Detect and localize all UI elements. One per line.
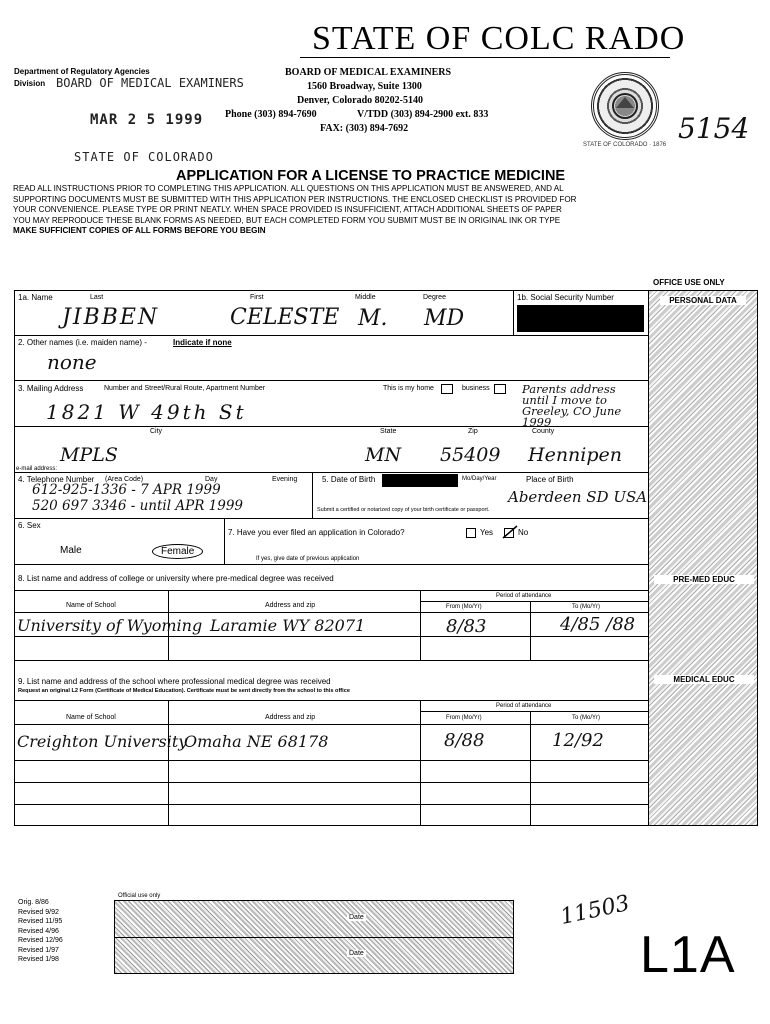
pob-value: Aberdeen SD USA: [508, 488, 648, 506]
side-label-medical: MEDICAL EDUC: [654, 675, 754, 684]
board-phone: Phone (303) 894-7690: [225, 109, 317, 120]
section8-address: Laramie WY 82071: [210, 616, 366, 635]
zip-value: 55409: [440, 444, 501, 466]
file-number: 5154: [678, 112, 750, 145]
section9-address: Omaha NE 68178: [184, 732, 329, 751]
hand-number: 11503: [558, 890, 632, 931]
city-value: MPLS: [60, 444, 118, 466]
yes-checkbox[interactable]: [466, 528, 476, 538]
section8-col-period: Period of attendance: [496, 593, 552, 599]
board-stamp: BOARD OF MEDICAL EXAMINERS: [56, 76, 244, 90]
other-names-label: 2. Other names (i.e. maiden name) -: [18, 338, 147, 347]
revision-item: Orig. 8/86: [18, 899, 49, 906]
section9-col-from: From (Mo/Yr): [446, 715, 482, 721]
seal-emblem-icon: [594, 75, 656, 137]
state-seal: [591, 72, 659, 140]
section9-col-period: Period of attendance: [496, 703, 552, 709]
official-use-rule: [114, 937, 514, 938]
no-label: No: [518, 528, 529, 537]
dept-line1: Department of Regulatory Agencies: [14, 67, 150, 76]
revision-item: Revised 9/92: [18, 908, 59, 916]
side-label-pre-med: PRE-MED EDUC: [654, 575, 754, 584]
ssn-label: 1b. Social Security Number: [517, 293, 614, 302]
row-divider: [14, 518, 648, 519]
instruction-line: YOUR CONVENIENCE. PLEASE TYPE OR PRINT NEATLY. WHEN SPACE PROVIDED IS INSUFFICIENT, ATTACH ADDITIONAL SHEETS OF PAPER: [13, 205, 562, 214]
degree-value: MD: [424, 306, 465, 331]
date-label-1: Date: [349, 914, 364, 921]
row-divider: [14, 700, 648, 701]
board-name: BOARD OF MEDICAL EXAMINERS: [285, 67, 452, 78]
col-divider: [530, 601, 531, 660]
board-fax: FAX: (303) 894-7692: [320, 123, 409, 134]
row-divider: [14, 472, 648, 473]
row-divider: [420, 711, 648, 712]
col-divider: [420, 700, 421, 826]
state-title: STATE OF COLC RADO: [312, 20, 686, 57]
name-label: 1a. Name: [18, 293, 53, 302]
other-names-hint: Indicate if none: [173, 338, 232, 347]
instruction-line: SUPPORTING DOCUMENTS MUST BE SUBMITTED WITH THIS APPLICATION PER INSTRUCTIONS. THE ENCLOSED CHECKLIST IS PROVIDED FOR: [13, 194, 577, 204]
board-tdd: V/TDD (303) 894-2900 ext. 833: [357, 109, 489, 120]
section8-to: 4/85 /88: [560, 614, 636, 635]
row-divider: [14, 612, 648, 613]
male-option[interactable]: Male: [60, 545, 82, 556]
section8-label: 8. List name and address of college or university where pre-medical degree was received: [18, 574, 334, 583]
dob-redacted: [382, 474, 458, 487]
row-divider: [14, 760, 648, 761]
dob-divider: [312, 472, 313, 518]
state-value: MN: [365, 444, 402, 466]
dob-label: 5. Date of Birth: [322, 475, 376, 484]
check-mark-icon: [502, 525, 518, 539]
county-value: Hennipen: [528, 444, 623, 466]
evening-label: Evening: [272, 476, 298, 483]
q7-label: 7. Have you ever filed an application in Colorado?: [228, 528, 405, 537]
ssn-divider: [513, 290, 514, 335]
section9-label: 9. List name and address of the school where professional medical degree was received: [18, 677, 331, 686]
ssn-redacted: [517, 305, 644, 332]
official-use-label: Official use only: [118, 893, 161, 899]
female-option[interactable]: Female: [152, 544, 203, 559]
business-checkbox[interactable]: [494, 384, 506, 394]
col-divider: [530, 711, 531, 826]
dob-format: Mo/Day/Year: [462, 476, 497, 482]
state-stamp: STATE OF COLORADO: [74, 150, 214, 164]
dob-note: Submit a certified or notarized copy of your birth certificate or passport.: [317, 507, 490, 513]
revision-list: [18, 898, 63, 965]
section8-school: University of Wyoming: [17, 616, 203, 635]
row-divider: [14, 724, 648, 725]
row-divider: [14, 636, 648, 637]
section8-from: 8/83: [446, 616, 487, 637]
side-label-personal: PERSONAL DATA: [660, 296, 746, 305]
date-label-2: Date: [349, 950, 364, 957]
section9-col-to: To (Mo/Yr): [572, 715, 601, 721]
zip-label: Zip: [468, 428, 478, 435]
sex-divider: [224, 518, 225, 564]
mailing-label: 3. Mailing Address: [18, 384, 84, 393]
col-divider: [168, 700, 169, 826]
sex-label: 6. Sex: [18, 521, 41, 530]
yes-label: Yes: [480, 528, 494, 537]
q7-note: If yes, give date of previous application: [256, 556, 360, 562]
first-label: First: [250, 294, 264, 301]
revision-item: Revised 1/97: [18, 946, 59, 954]
section9-sublabel: Request an original L2 Form (Certificate of Medical Education). Certificate must be sent directly from the school to this office: [18, 688, 350, 694]
state-label: State: [380, 428, 397, 435]
instruction-line: READ ALL INSTRUCTIONS PRIOR TO COMPLETING THIS APPLICATION. ALL QUESTIONS ON THIS APPLICATION MUST BE ANSWERED, AND AL: [13, 184, 564, 193]
middle-name-value: M.: [358, 306, 388, 331]
section9-school: Creighton University: [17, 732, 188, 751]
first-name-value: CELESTE: [230, 305, 340, 330]
row-divider: [14, 335, 648, 336]
revision-item: Revised 4/96: [18, 927, 59, 935]
last-label: Last: [90, 294, 104, 301]
seal-text: STATE OF COLORADO · 1876: [583, 142, 667, 148]
title-rule: [300, 57, 670, 58]
degree-label: Degree: [423, 294, 446, 301]
instruction-line: MAKE SUFFICIENT COPIES OF ALL FORMS BEFORE YOU BEGIN: [13, 226, 266, 235]
section9-col-school: Name of School: [66, 714, 116, 721]
pob-label: Place of Birth: [526, 475, 574, 484]
phone-value-2: 520 697 3346 - until APR 1999: [32, 498, 244, 514]
row-divider: [14, 590, 648, 591]
received-date-stamp: MAR 2 5 1999: [90, 112, 204, 128]
row-divider: [14, 782, 648, 783]
instructions: [13, 184, 758, 237]
county-label: County: [532, 428, 555, 435]
revision-item: Revised 1/98: [18, 956, 59, 963]
phone-value-1: 612-925-1336 - 7 APR 1999: [32, 482, 221, 498]
city-label: City: [150, 428, 163, 435]
street-label: Number and Street/Rural Route, Apartment Number: [104, 385, 266, 392]
section9-to: 12/92: [552, 730, 604, 751]
revision-item: Revised 12/96: [18, 937, 63, 944]
business-label: business: [462, 385, 490, 392]
email-label: e-mail address:: [16, 466, 58, 472]
row-divider: [14, 564, 648, 565]
section8-col-school: Name of School: [66, 602, 116, 609]
address-note-value: Parents address until I move to Greeley, CO June 1999: [522, 382, 622, 429]
board-address1: 1560 Broadway, Suite 1300: [307, 81, 422, 92]
section8-col-to: To (Mo/Yr): [572, 604, 601, 610]
section8-col-from: From (Mo/Yr): [446, 604, 482, 610]
section9-col-address: Address and zip: [265, 714, 316, 721]
row-divider: [14, 804, 648, 805]
home-checkbox[interactable]: [441, 384, 453, 394]
middle-label: Middle: [355, 294, 376, 301]
revision-item: Revised 11/95: [18, 918, 63, 925]
office-use-label: OFFICE USE ONLY: [653, 278, 725, 287]
day-label: Day: [205, 476, 218, 483]
form-code: L1A: [640, 926, 736, 984]
phone-label: 4. Telephone Number: [18, 475, 95, 484]
form-title: APPLICATION FOR A LICENSE TO PRACTICE MEDICINE: [176, 168, 566, 184]
area-code-label: (Area Code): [105, 476, 144, 483]
street-value: 1821 W 49th St: [46, 400, 247, 424]
row-divider: [420, 601, 648, 602]
row-divider: [14, 660, 648, 661]
dept-line2: Division: [14, 79, 46, 88]
row-divider: [14, 426, 648, 427]
instruction-line: YOU MAY REPRODUCE THESE BLANK FORMS AS NEEDED, BUT EACH COMPLETED FORM YOU SUBMIT MUST BE IN ORIGINAL INK OR TYPE: [13, 215, 561, 225]
section8-col-address: Address and zip: [265, 602, 316, 609]
board-address2: Denver, Colorado 80202-5140: [297, 95, 424, 106]
section9-from: 8/88: [444, 730, 485, 751]
home-label: This is my home: [383, 385, 434, 392]
office-use-column: [648, 290, 758, 826]
row-divider: [14, 380, 648, 381]
other-names-value: none: [47, 350, 97, 374]
last-name-value: JIBBEN: [62, 305, 160, 330]
